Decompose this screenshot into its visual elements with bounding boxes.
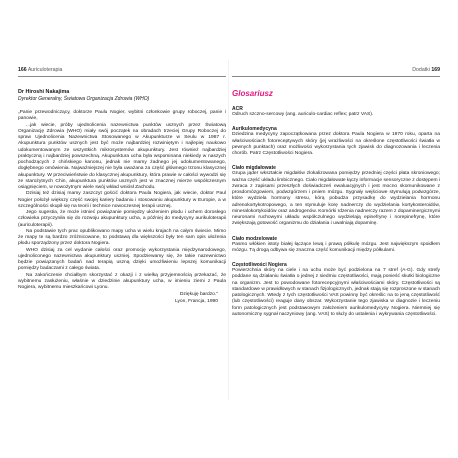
right-page bbox=[232, 66, 440, 396]
glossary-definition: Powierzchnia skóry na ciele i na uchu może być podzielona na 7 stref (A-G). Gdy strefy poddane są działaniu światła o jednej z siedmiu częstotliwości, mają ponieść skutki biologiczne na organizm. Jest to powodowane fotorecepcyjnymi właściwościami skóry. Częstotliwości są standardowe w prawidłowych w stanach fizjologicznych, jednak stają się rozproszone w stanach patologicznych. Wtedy z tych częstotliwości VAS powinny być określic na to jeną częstotliwość (lub częstotliwości) reaguje dany obszar. Wykorzystanie tego zjawiska w diagnozie i leczeniu form patologicznych jest podstawowym założeniem aurikulomedycyny Nogiera. Niemniej się autonomiczny sygnał naczyniowy (ang. VAS) to służy do ustalenia i wykrywania częstotliwości. bbox=[232, 268, 440, 317]
left-page-number: 166 bbox=[18, 67, 27, 73]
glossary-definition: Dziedzina medycyny zapoczątkowana przez doktora Paula Nogiera w 1970 roku, oparta na właściwościach fotoreceptywych skóry (jej wrażliwości na określone częstotliwości światła w pewnych punktach) oraz możliwości wykorzystania tych zjawisk do diagnozowania i leczenia chorób. Patrz Częstotliwości Nogiera. bbox=[232, 132, 440, 156]
glossary-entry bbox=[232, 236, 440, 255]
speech-paragraph: ...jak wiecie, próby ujednolicenia nazewnictwa punktów usznych przez Światową Organizację Zdrowia (WHO) miały swój początek na obradach trzeciej Grupy Roboczej do spraw Ujednolicenia Nazewnictwa Stosowanego w Akupunkturze w Seulu w 1987 r. Akupunktura punktów usznych jest być może najbardziej rozwiniętym i najlepiej naukowo udokumentowanym ze wszystkich mikrosystemów akupunktury. Jest również najbardziej praktyczną i najbardziej powszechną. Akupunktura ucha była wspominana niekiedy w naszych pochodzących z chińskiego kanonu, jednak nie mamy żadnego jej udokumentowanego, dogłębnego omówienia. Najważniejszej nie była uważana za część głównego trzonu klasycznej akupunktury. W przeciwieństwie do klasycznej akupunktury, która prawie w całości wywodzi się ze starożytnych Chin, akupunktura punktów usznych jest w znacznej mierze współczesnym osiągnięciem, w nowożytnym wiele swój wkład wniósł Zachodu. bbox=[18, 122, 226, 190]
signoff-place-date: Lyon, Francja, 1990 bbox=[174, 298, 218, 304]
left-running-title: Auriculoterapia bbox=[27, 67, 63, 73]
speech-paragraph: „Panie przewodniczący, doktorze Paulu Nogier, wybitni członkowie grupy roboczej, panie i panowie, bbox=[18, 110, 226, 122]
left-page bbox=[18, 66, 226, 396]
page-gutter bbox=[228, 60, 229, 400]
left-header-text bbox=[18, 67, 62, 73]
left-running-header bbox=[18, 66, 226, 77]
speech-paragraph: WHO dzisiaj za cel wydanie całości oraz promocję wykorzystania międzynarodowego, ujednoliconego nazewnictwa akupunktury uszniej. Spodziewamy się, że takie nazewnictwo będzie powiązanych badań nad terapią uszną dzięki umożliwieniu lepszej komunikacji pomiędzy badaczami z całego świata. bbox=[18, 247, 226, 272]
signoff-thanks: Dziękuję bardzo." bbox=[179, 292, 218, 298]
glossary-term: Częstotliwości Nogiera bbox=[232, 262, 287, 268]
glossary-title: Glosariusz bbox=[232, 89, 273, 98]
right-running-title: Dodatki bbox=[412, 67, 430, 73]
glossary-entry bbox=[232, 165, 440, 227]
glossary-definition: Pasmo włókien istoty białej łączące lewą i prawą półkulę mózgu. Jest największym spoidłem mózgu. Tą drogą odbywa się znaczna część komunikacji między półkulami. bbox=[232, 241, 440, 253]
speech-signoff bbox=[18, 292, 226, 305]
glossary-term: Ciało modzelowate bbox=[232, 235, 278, 242]
glossary-entry bbox=[232, 262, 440, 318]
speech-paragraph: Na podstawie tych prac opublikowano mapy ucha w wielu krajach na całym świecie. Mimo że mapy te są bardzo zróżnicowane, to podstawą dla większości były ten sam opis ułożenia płodu sporządzony przez doktora Nogiera. bbox=[18, 228, 226, 247]
glossary-entry bbox=[232, 126, 440, 157]
glossary-term: ACR bbox=[232, 106, 243, 112]
speech-paragraph: Jego sugestia, że może istnieć powiązanie pomiędzy ułożeniem płodu i uchem dorosłego człowieka przyczyniła się do rozwoju akupunktury ucha, a później do medycyny aurikuloterapii (auriculoterapii). bbox=[18, 210, 226, 228]
glossary-term: Aurikulomedycyna bbox=[232, 126, 277, 133]
speech-body bbox=[18, 110, 226, 291]
glossary-term: Ciało migdałowate bbox=[232, 165, 276, 172]
right-running-header bbox=[232, 66, 440, 77]
glossary-definition: Odruch szczno-sercowy (ang. auriculo-cardiac reflex; patrz VAS). bbox=[232, 112, 374, 117]
speech-paragraph: Dzisiaj też dzisiaj mamy zaszczyt gościć doktora Paula Nogiera, jak wiecie, doktor Paul Nogier położył większy część swojej kariery badaniu i stosowaniu akupunktury w Europie, a w szczególności skupił się na teorii i technice nowoczesnej terapii usznej. bbox=[18, 191, 226, 209]
glossary-entry bbox=[232, 106, 440, 118]
right-page-number: 169 bbox=[431, 67, 440, 73]
speech-paragraph: Na zakończenie chciałbym skorzystać z okazji i z wielką przyjemnością przekazać, że wybitnemu zasłużeniu, właśnie w dziedzinie akupunktury ucha, w imieniu ziemi z Paula Nogiera, wybitnemu mieszkańcowi Lyonu. bbox=[18, 272, 226, 290]
right-header-text bbox=[412, 67, 440, 73]
glossary-definition: Grupa jąder wkształcie migdałów zlokalizowana pomiędzy przedniej części płata skroniowego; ważna część układu limbicznego. Ciało migdałowate łączy informacje sensoryczne z dostępem i zwraca z zapisami przeszłych doświadczeń ewaluacyjnych i jest mocno skomunikowane z prosdomózgowiem, podwzgórzem i pniem mózgu. Sygnały wejściowe stymulują podwzgórze, które wydziela hormony stresu, kórą pobudza przysadkę do wydzielania hormonu adrenokortykotropowego, a ten stymuluje korę nadnerczy do wydzielania kortykosteroidów, mineralokortykoidów oraz androgenów. Komórki rdzenia nadnerczy razem z dopaminergicznymi neuronami ruchowymi układu współczulnego wydzielają epinefrynę i norepinefrynę, które zwiększają gotowość organizmu do działania i uwalniają dopaminę. bbox=[232, 171, 440, 227]
author-name: Dr Hiroshi Nakajima bbox=[18, 89, 70, 95]
author-role: Dyrektor Generalny, Światowa Organizacja Zdrowia (WHO) bbox=[18, 96, 150, 102]
